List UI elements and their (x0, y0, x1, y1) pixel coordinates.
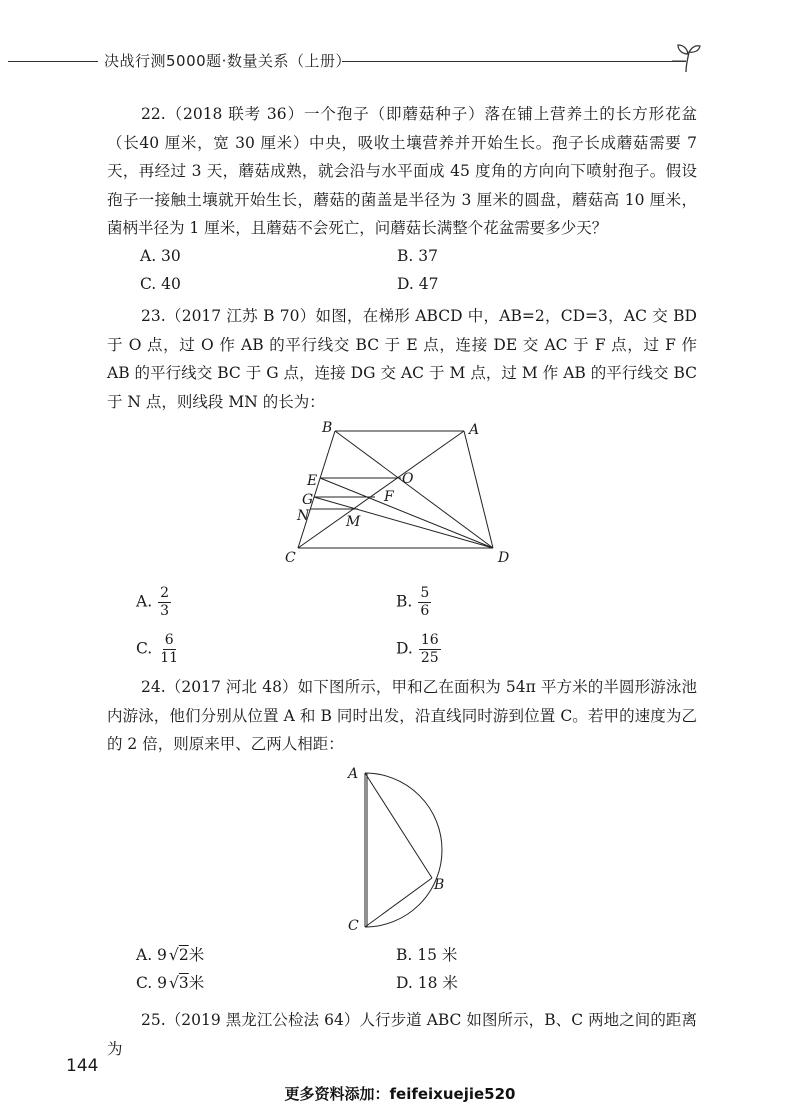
question-22-text: 22.（2018 联考 36）一个孢子（即蘑菇种子）落在铺上营养土的长方形花盆（长40 厘米，宽 30 厘米）中央，吸收土壤营养并开始生长。孢子长成蘑菇需要 7 天，再经过 3 天，蘑菇成熟，就会沿与水平面成 45 度角的方向向下喷射孢子。假设孢子一接触土壤就开始生长，蘑菇的菌盖是半径为 3 厘米的圆盘，蘑菇高 10 厘米，菌柄半径为 1 厘米，且蘑菇不会死亡，问蘑菇长满整个花盆需要多少天？ (107, 105, 697, 238)
running-header (0, 48, 800, 72)
footer-note: 更多资料添加：feifeixuejie520 (284, 1085, 516, 1103)
q24-option-b: B. 15 米 (396, 946, 458, 964)
header-rule-left (8, 61, 98, 62)
label-b: B (322, 420, 333, 436)
q24-option-c: C. 9 √3米 (136, 974, 205, 992)
book-title: 决战行测5000题·数量关系（上册） (104, 52, 351, 70)
question-24-text: 24.（2017 河北 48）如下图所示，甲和乙在面积为 54π 平方米的半圆形游泳池内游泳，他们分别从位置 A 和 B 同时出发，沿直线同时游到位置 C。若甲的速度为乙的 2 倍，则原来甲、乙两人相距： (107, 678, 697, 754)
diagonal-ac (298, 431, 464, 548)
q22-option-c: C. 40 (140, 275, 181, 293)
q23-option-c: C. $\frac{6}{11}$ (136, 632, 179, 666)
label-f: F (384, 489, 394, 505)
q24-option-d: D. 18 米 (396, 974, 458, 992)
label-a: A (469, 422, 480, 438)
q22-option-a: A. 30 (140, 247, 181, 265)
label-c: C (348, 918, 359, 934)
diagonal-bd (335, 431, 493, 548)
label-b: B (434, 877, 445, 893)
sprout-icon (672, 40, 702, 76)
q22-option-b: B. 37 (397, 247, 438, 265)
page-number: 144 (66, 1056, 99, 1076)
q23-option-d: D. $\frac{16}{25}$ (396, 632, 439, 666)
segment-ad (464, 431, 493, 548)
question-23-text: 23.（2017 江苏 B 70）如图，在梯形 ABCD 中，AB=2，CD=3，AC 交 BD 于 O 点，过 O 作 AB 的平行线交 BC 于 E 点，连接 DE 交 AC 于 F 点，过 F 作 AB 的平行线交 BC 于 G 点，连接 DG 交 AC 于 M 点，过 M 作 AB 的平行线交 BC 于 N 点，则线段 MN 的长为： (107, 307, 697, 411)
q22-option-d: D. 47 (397, 275, 439, 293)
label-g: G (302, 492, 314, 508)
label-o: O (402, 471, 414, 487)
label-a: A (348, 766, 359, 782)
q24-option-a: A. 9 √2米 (136, 946, 205, 964)
semicircle-pool-figure (335, 760, 475, 940)
question-25-text: 25.（2019 黑龙江公检法 64）人行步道 ABC 如图所示，B、C 两地之间的距离为 (107, 1011, 697, 1058)
q23-option-a: A. $\frac{2}{3}$ (136, 585, 170, 619)
q23-option-b: B. $\frac{5}{6}$ (396, 585, 430, 619)
header-rule-right (342, 61, 686, 62)
segment-bc (298, 431, 335, 548)
segment-dg (314, 497, 493, 548)
label-e: E (307, 473, 318, 489)
semicircle-arc (365, 773, 445, 927)
label-d: D (498, 550, 510, 566)
segment-ab (365, 773, 432, 878)
segment-de (320, 478, 493, 548)
label-m: M (346, 514, 361, 530)
trapezoid-figure (280, 415, 520, 575)
label-n: N (297, 508, 310, 524)
label-c: C (285, 550, 296, 566)
